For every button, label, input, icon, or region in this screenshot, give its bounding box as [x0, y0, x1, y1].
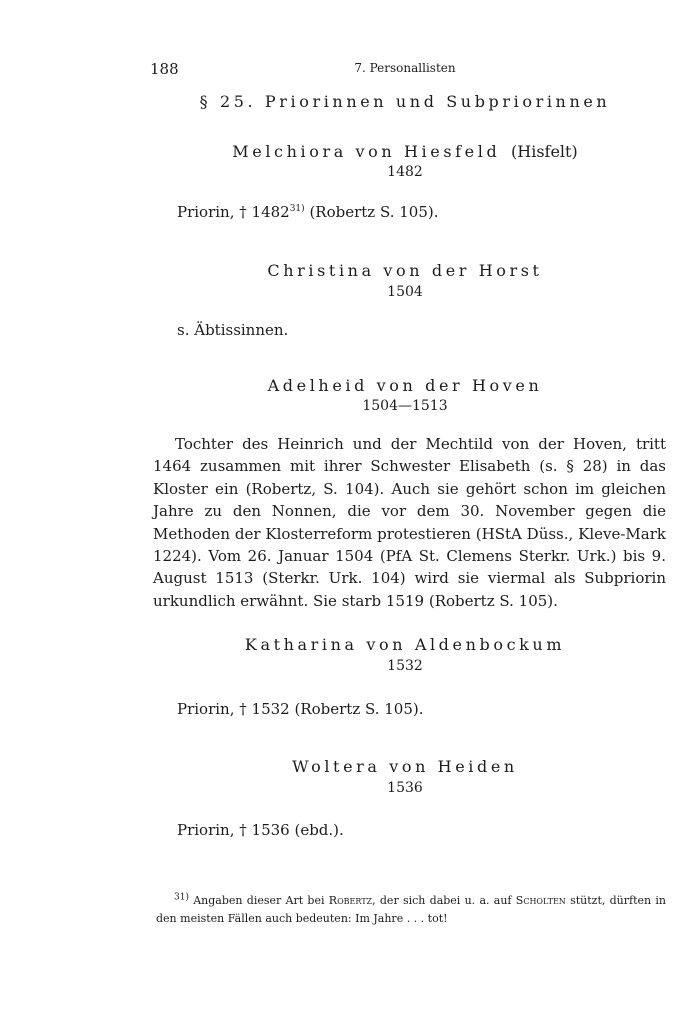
entry-text-woltera: Priorin, † 1536 (ebd.).	[177, 821, 344, 839]
entry-name-adelheid: Adelheid von der Hoven	[267, 376, 543, 395]
running-title: 7. Personallisten	[354, 61, 456, 75]
entry-years-christina: 1504	[387, 284, 423, 300]
entry-years-woltera: 1536	[387, 780, 423, 796]
footnote-part-2: , der sich dabei u. a. auf	[372, 894, 516, 907]
footnote-author-scholten: Scholten	[515, 894, 566, 907]
entry-name-katharina: Katharina von Aldenbockum	[244, 635, 566, 654]
entry-text-after: (Robertz S. 105).	[304, 203, 439, 221]
footnote-marker: 31)	[174, 892, 189, 903]
section-title: § 25. Priorinnen und Subpriorinnen	[199, 92, 611, 111]
footnote-part-1: Angaben dieser Art bei	[188, 894, 329, 907]
entry-text-christina: s. Äbtissinnen.	[177, 321, 289, 339]
entry-text-katharina: Priorin, † 1532 (Robertz S. 105).	[177, 700, 424, 718]
entry-name-woltera: Woltera von Heiden	[292, 757, 518, 776]
footnote-author-robertz: Robertz	[328, 894, 373, 907]
entry-text-melchiora	[177, 203, 439, 221]
footnote-part-3: stützt, dürften in den meisten Fällen auch bedeuten: Im Jahre . . . tot!	[156, 894, 666, 925]
entry-name-text: Melchiora von Hiesfeld	[232, 142, 501, 161]
footnote	[156, 892, 666, 927]
page-number: 188	[150, 60, 179, 78]
paragraph-text: Tochter des Heinrich und der Mechtild von der Hoven, tritt 1464 zusammen mit ihrer Schwester Elisabeth (s. § 28) in das Kloster ein (Robertz, S. 104). Auch sie gehört schon im gleichen Jahre zu den Nonnen, die vor dem 30. November gegen die Methoden der Klosterreform protestieren (HStA Düss., Kleve-Mark 1224). Vom 26. Januar 1504 (PfA St. Clemens Sterkr. Urk.) bis 9. August 1513 (Sterkr. Urk. 104) wird sie viermal als Subpriorin urkundlich erwähnt. Sie starb 1519 (Robertz S. 105).	[153, 435, 666, 610]
entry-text-before: Priorin, † 1482	[177, 203, 290, 221]
entry-years-katharina: 1532	[387, 658, 423, 674]
footnote-text	[156, 892, 666, 927]
entry-years-melchiora: 1482	[387, 164, 423, 180]
entry-years-adelheid: 1504—1513	[362, 398, 448, 414]
entry-paragraph-adelheid	[153, 433, 666, 612]
entry-name-melchiora	[0, 142, 700, 161]
entry-alt-name: (Hisfelt)	[511, 142, 578, 161]
footnote-reference: 31)	[289, 204, 305, 214]
entry-name-christina: Christina von der Horst	[267, 261, 543, 280]
